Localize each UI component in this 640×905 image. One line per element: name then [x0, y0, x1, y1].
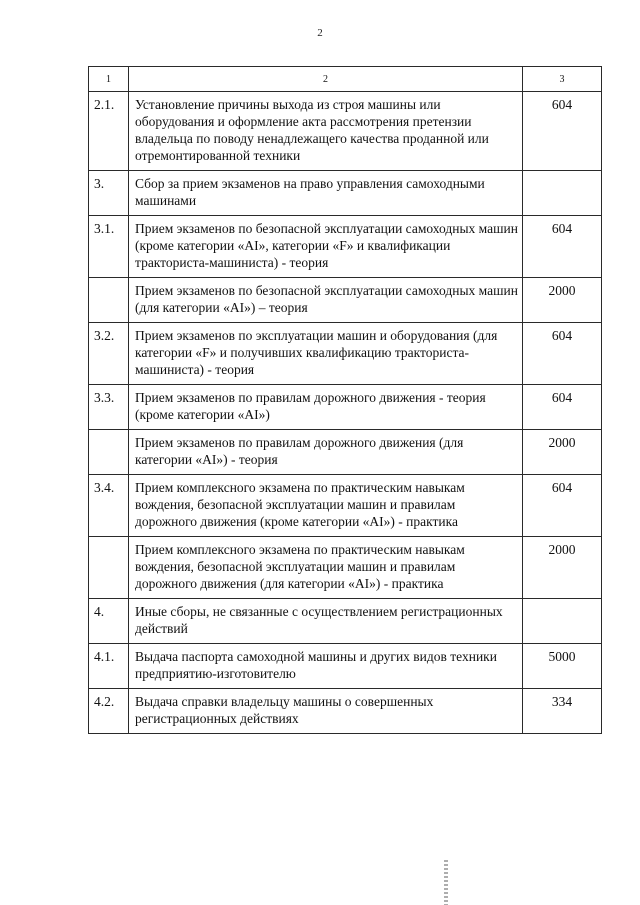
header-row: [89, 67, 602, 92]
item-description: Прием экзаменов по безопасной эксплуатации самоходных машин (кроме категории «AI», категории «F» и квалификации тракториста-машиниста) - теория: [129, 216, 523, 278]
item-fee: [523, 171, 602, 216]
item-number: 4.: [89, 599, 129, 644]
item-fee: 2000: [523, 278, 602, 323]
item-number: 3.1.: [89, 216, 129, 278]
item-number: 2.1.: [89, 92, 129, 171]
item-number: [89, 278, 129, 323]
item-number: 3.: [89, 171, 129, 216]
item-description: Прием экзаменов по правилам дорожного движения (для категории «AI») - теория: [129, 430, 523, 475]
item-fee: 604: [523, 323, 602, 385]
scan-artifact: [444, 860, 448, 905]
item-description: Иные сборы, не связанные с осуществлением регистрационных действий: [129, 599, 523, 644]
item-description: Сбор за прием экзаменов на право управления самоходными машинами: [129, 171, 523, 216]
item-number: 4.1.: [89, 644, 129, 689]
table-row: [89, 171, 602, 216]
item-number: [89, 537, 129, 599]
item-fee: 2000: [523, 537, 602, 599]
item-fee: 604: [523, 92, 602, 171]
table-row: [89, 599, 602, 644]
item-fee: 604: [523, 475, 602, 537]
table-row: [89, 216, 602, 278]
item-number: 3.4.: [89, 475, 129, 537]
item-fee: 604: [523, 216, 602, 278]
item-description: Прием экзаменов по правилам дорожного движения - теория (кроме категории «AI»): [129, 385, 523, 430]
page-number: 2: [317, 27, 323, 39]
item-description: Выдача справки владельцу машины о совершенных регистрационных действиях: [129, 689, 523, 734]
item-number: [89, 430, 129, 475]
item-description: Установление причины выхода из строя машины или оборудования и оформление акта рассмотрения претензии владельца по поводу ненадлежащего качества проданной или отремонтированной техники: [129, 92, 523, 171]
column-header: 2: [129, 67, 523, 92]
item-description: Прием комплексного экзамена по практическим навыкам вождения, безопасной эксплуатации машин и правилам дорожного движения (кроме категории «AI») - практика: [129, 475, 523, 537]
item-fee: 2000: [523, 430, 602, 475]
item-number: 3.3.: [89, 385, 129, 430]
item-fee: [523, 599, 602, 644]
item-description: Прием экзаменов по безопасной эксплуатации самоходных машин (для категории «AI») – теория: [129, 278, 523, 323]
item-number: 3.2.: [89, 323, 129, 385]
table-row: [89, 689, 602, 734]
table-row: [89, 430, 602, 475]
table-row: [89, 323, 602, 385]
item-number: 4.2.: [89, 689, 129, 734]
table-row: [89, 92, 602, 171]
item-description: Прием комплексного экзамена по практическим навыкам вождения, безопасной эксплуатации машин и правилам дорожного движения (для категории «AI») - практика: [129, 537, 523, 599]
table-row: [89, 475, 602, 537]
item-description: Прием экзаменов по эксплуатации машин и оборудования (для категории «F» и получивших квалификацию тракториста-машиниста) - теория: [129, 323, 523, 385]
table-row: [89, 644, 602, 689]
item-fee: 334: [523, 689, 602, 734]
column-header: 3: [523, 67, 602, 92]
item-fee: 5000: [523, 644, 602, 689]
item-fee: 604: [523, 385, 602, 430]
table-row: [89, 537, 602, 599]
column-header: 1: [89, 67, 129, 92]
table-row: [89, 278, 602, 323]
table-row: [89, 385, 602, 430]
item-description: Выдача паспорта самоходной машины и других видов техники предприятию-изготовителю: [129, 644, 523, 689]
fee-table: [88, 66, 602, 734]
